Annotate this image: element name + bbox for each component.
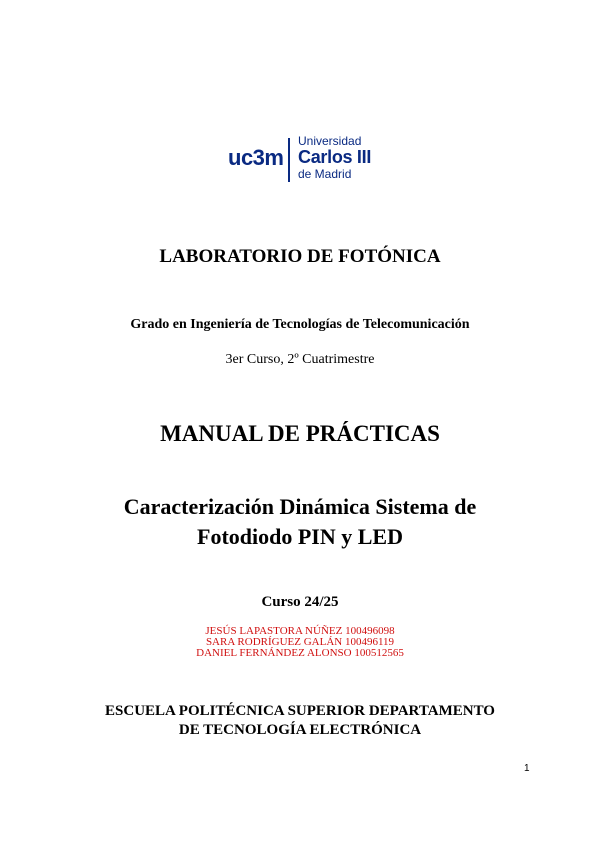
subject-line-1: Caracterización Dinámica Sistema de: [123, 494, 477, 519]
author-name: DANIEL FERNÁNDEZ ALONSO 100512565: [196, 647, 404, 659]
logo-line-1: Universidad: [298, 134, 362, 148]
subject-line-2: Fotodiodo PIN y LED: [197, 524, 403, 549]
academic-year: Curso 24/25: [261, 594, 339, 610]
logo-text-block: [298, 134, 371, 181]
subject-title: [0, 492, 600, 552]
logo-short-name: uc3m: [228, 145, 284, 170]
author-name: SARA RODRÍGUEZ GALÁN 100496119: [205, 636, 395, 648]
author-name: JESÚS LAPASTORA NÚÑEZ 100496098: [205, 625, 395, 637]
logo-line-3: de Madrid: [298, 167, 352, 181]
school-department: [0, 702, 600, 740]
school-line-1: ESCUELA POLITÉCNICA SUPERIOR DEPARTAMENTO: [105, 703, 495, 719]
university-logo: [228, 134, 378, 186]
logo-line-2: Carlos III: [298, 147, 372, 167]
lab-title: LABORATORIO DE FOTÓNICA: [159, 246, 441, 267]
page-number: 1: [524, 763, 530, 774]
manual-title: MANUAL DE PRÁCTICAS: [160, 421, 440, 446]
school-line-2: DE TECNOLOGÍA ELECTRÓNICA: [178, 722, 422, 738]
authors-list: [0, 626, 600, 659]
course-year: 3er Curso, 2º Cuatrimestre: [225, 352, 375, 367]
logo-divider: [288, 138, 290, 182]
degree-name: Grado en Ingeniería de Tecnologías de Telecomunicación: [130, 317, 470, 332]
